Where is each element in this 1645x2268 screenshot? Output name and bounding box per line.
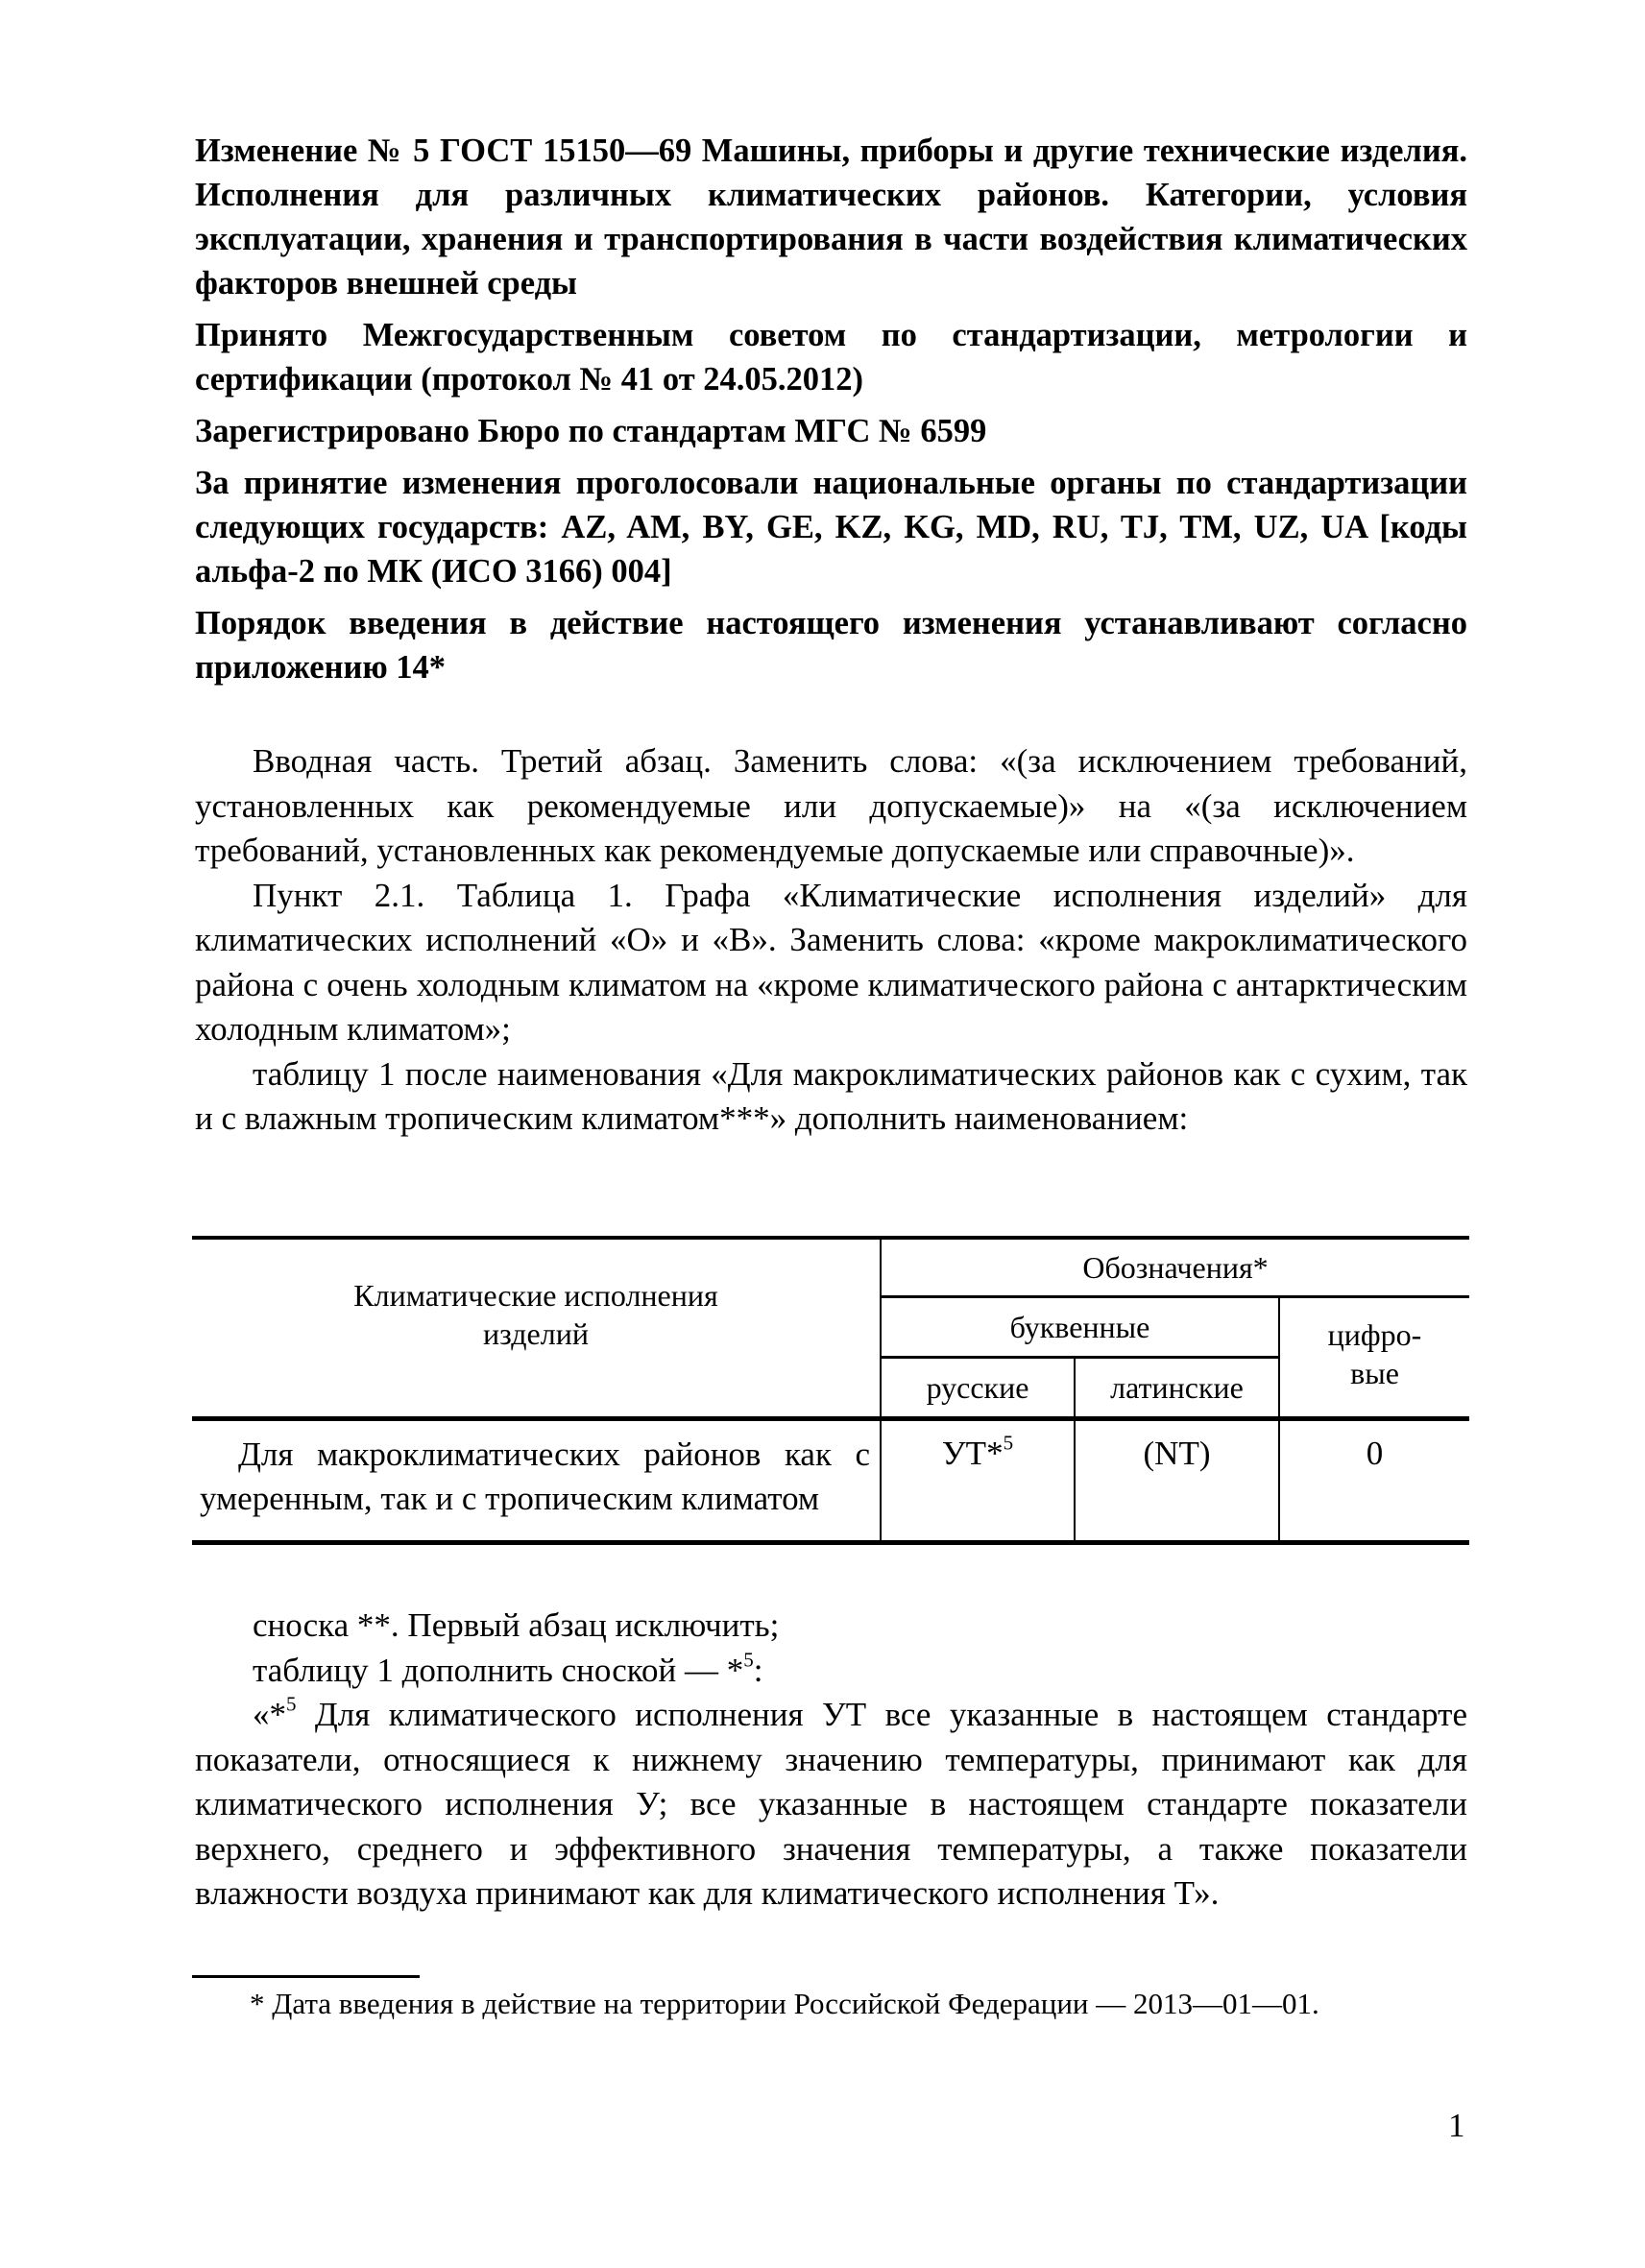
document-page (195, 129, 1467, 1142)
footnote-effective-date: * Дата введения в действие на территории Российской Федерации — 2013—01—01. (250, 1987, 1319, 2020)
paragraph-footnote-text: «*$^5$ Для климатического исполнения УТ все указанные в настоящем стандарте показатели, относящиеся к нижнему значению температуры, принимают как для климатического исполнения У; все указанные в настоящем стандарте показатели верхнего, среднего и эффективного значения температуры, а также показатели влажности воздуха принимают как для климатического исполнения Т». (195, 1692, 1467, 1912)
paragraph-footnote-removal: сноска **. Первый абзац исключить; (253, 1606, 780, 1644)
adopted-statement: Принято Межгосударственным советом по стандартизации, метрологии и сертификации (протокол № 41 от 24.05.2012) (195, 317, 1467, 398)
footnote (192, 1984, 1467, 2024)
registration-statement: Зарегистрировано Бюро по стандартам МГС № 6599 (195, 413, 987, 449)
paragraph-footnote-addition: таблицу 1 дополнить сноской — *$^5$: (253, 1647, 763, 1689)
cell-digital: 0 (1279, 1419, 1469, 1543)
footnote-separator (192, 1975, 420, 1978)
table-row (192, 1419, 1469, 1543)
document-title: Изменение № 5 ГОСТ 15150—69 Машины, приборы и другие технические изделия. Исполнения для различных климатических районов. Категории, условия эксплуатации, хранения и транспортирования в части воздействия климатических факторов внешней среды (195, 133, 1467, 302)
row-label: Для макроклиматических районов как с умеренным, так и с тропическим климатом (192, 1419, 881, 1543)
body-text-continued (195, 1604, 1467, 1917)
page-number: 1 (1448, 2107, 1465, 2144)
paragraph-table-addition: таблицу 1 после наименования «Для макроклиматических районов как с сухим, так и с влажным тропическим климатом***» дополнить наименованием: (195, 1054, 1467, 1137)
header-letter: буквенные (881, 1297, 1279, 1358)
header-designations: Обозначения* (881, 1238, 1469, 1297)
header-russian: русские (881, 1358, 1075, 1419)
voting-statement: За принятие изменения проголосовали национальные органы по стандартизации следующих государств: AZ, AM, BY, GE, KZ, KG, MD, RU, TJ, TM, UZ, UA [коды альфа-2 по МК (ИСО 3166) 004] (195, 465, 1467, 590)
cell-russian: УТ*$^5$ (881, 1419, 1075, 1543)
climate-designations-table (192, 1236, 1469, 1545)
cell-latin: (NT) (1075, 1419, 1279, 1543)
header-climatic-versions: Климатические исполнения изделий (192, 1238, 881, 1419)
header-latin: латинские (1075, 1358, 1279, 1419)
header-digital: цифро-вые (1279, 1297, 1469, 1419)
procedure-statement: Порядок введения в действие настоящего изменения устанавливают согласно приложению 14* (195, 605, 1467, 686)
body-text (195, 739, 1467, 1142)
paragraph-intro-change: Вводная часть. Третий абзац. Заменить слова: «(за исключением требований, установленных как рекомендуемые или допускаемые)» на «(за исключением требований, установленных как рекомендуемые допускаемые или справочные)». (195, 742, 1467, 869)
paragraph-item-2-1: Пункт 2.1. Таблица 1. Графа «Климатические исполнения изделий» для климатических исполнений «О» и «В». Заменить слова: «кроме макроклиматического района с очень холодным климатом на «кроме климатического района с антарктическим холодным климатом»; (195, 876, 1467, 1048)
